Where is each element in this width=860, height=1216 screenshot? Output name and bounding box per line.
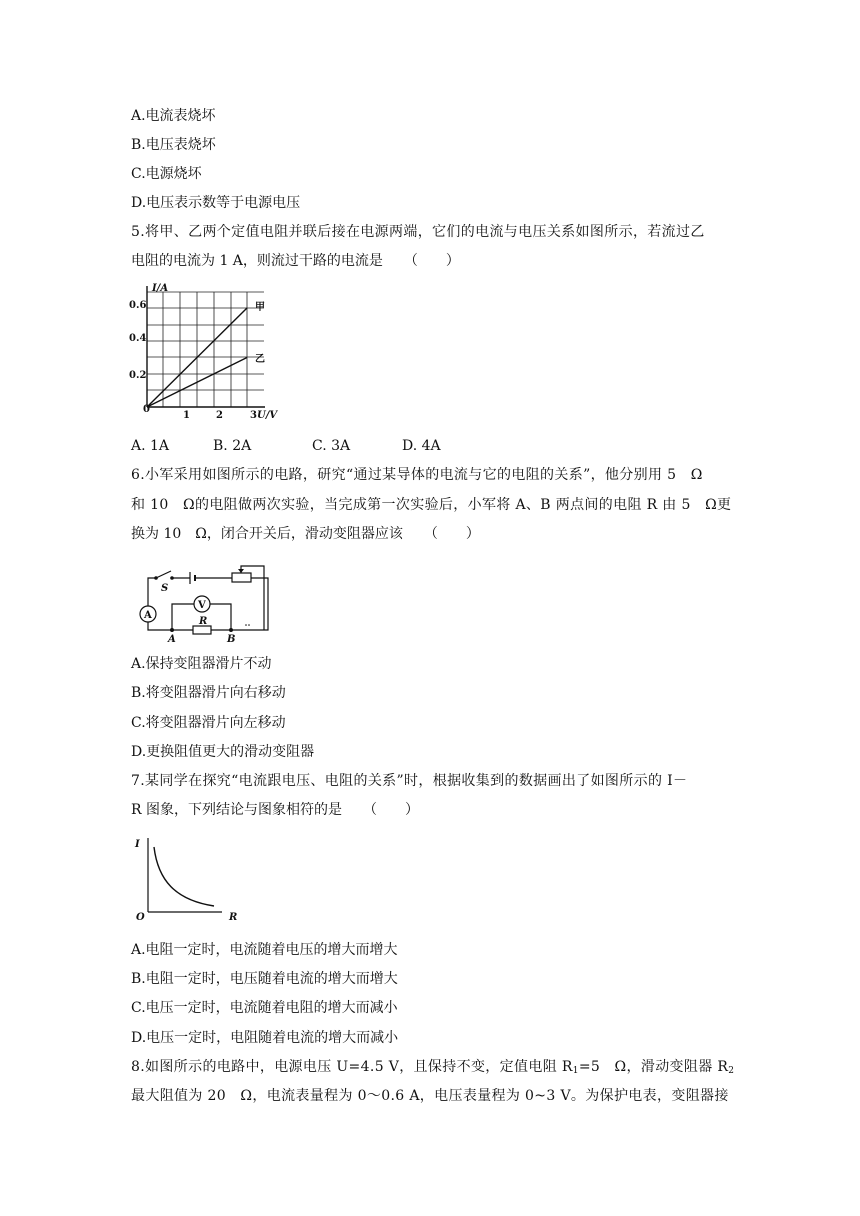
q7-stem-line1: 7.某同学在探究“电流跟电压、电阻的关系”时，根据收集到的数据画出了如图所示的 I－ [131, 773, 688, 789]
x-tick-label: 2 [216, 410, 223, 421]
origin-label: 0 [143, 404, 150, 415]
point-b-label: B [227, 634, 236, 645]
q5-stem-line1: 5.将甲、乙两个定值电阻并联后接在电源两端，它们的电流与电压关系如图所示，若流过乙 [131, 224, 705, 240]
q4-option-a: A.电流表烧坏 [131, 108, 216, 124]
switch-label: S [161, 583, 169, 594]
q6-circuit-diagram [132, 558, 272, 648]
y-tick-label: 0.4 [129, 333, 147, 344]
q7-stem-line2: R 图象，下列结论与图象相符的是 （ ） [131, 802, 419, 818]
resistor-r [193, 626, 211, 634]
q5-option-a: A. 1A [131, 438, 170, 454]
q5-stem-line2: 电阻的电流为 1 A，则流过干路的电流是 （ ） [131, 253, 460, 269]
y-axis-label: I [135, 839, 140, 850]
q5-option-d: D. 4A [402, 438, 441, 454]
line-label-jia: 甲 [255, 302, 265, 313]
ammeter-label: A [144, 610, 152, 621]
point-a-label: A [168, 634, 176, 645]
rheostat [232, 573, 251, 582]
switch-blade [156, 571, 171, 578]
q6-option-b: B.将变阻器滑片向右移动 [131, 685, 286, 701]
q6-option-c: C.将变阻器滑片向左移动 [131, 715, 286, 731]
q5-iu-graph [128, 280, 278, 422]
q4-option-d: D.电压表示数等于电源电压 [131, 195, 301, 211]
y-axis-label: I/A [152, 283, 169, 294]
ir-curve [154, 847, 214, 906]
x-tick-label: 1 [183, 410, 190, 421]
x-tick-label: 3 [250, 410, 257, 421]
resistor-label: R [199, 616, 208, 627]
q6-stem-line2: 和 10 Ω的电阻做两次实验，当完成第一次实验后，小军将 A、B 两点间的电阻 R 由 5 Ω更 [131, 497, 732, 513]
x-axis-label: R [229, 912, 238, 923]
q7-option-b: B.电阻一定时，电压随着电流的增大而增大 [131, 971, 398, 987]
q4-option-c: C.电源烧坏 [131, 166, 202, 182]
q5-option-c: C. 3A [312, 438, 351, 454]
q7-option-a: A.电阻一定时，电流随着电压的增大而增大 [131, 942, 398, 958]
q6-stem-line1: 6.小军采用如图所示的电路，研究“通过某导体的电流与它的电阻的关系”，他分别用 5 Ω [131, 467, 703, 483]
q6-option-a: A.保持变阻器滑片不动 [131, 656, 272, 672]
voltmeter-label: V [198, 600, 206, 611]
q8-stem-line2: 最大阻值为 20 Ω，电流表量程为 0～0.6 A，电压表量程为 0~3 V。为保护电表，变阻器接 [131, 1088, 729, 1104]
q5-option-b: B. 2A [213, 438, 252, 454]
x-axis-label: U/V [257, 410, 278, 421]
q6-stem-line3: 换为 10 Ω，闭合开关后，滑动变阻器应该 （ ） [131, 526, 480, 542]
q8-stem-line1: 8.如图所示的电路中，电源电压 U=4.5 V，且保持不变，定值电阻 $R_1=5$ Ω，滑动变阻器 $R_2$ [131, 1059, 735, 1076]
y-tick-label: 0.6 [129, 300, 147, 311]
q4-option-b: B.电压表烧坏 [131, 137, 216, 153]
q7-ir-graph [130, 830, 242, 924]
origin-label: O [136, 912, 145, 923]
q7-option-d: D.电压一定时，电阻随着电流的增大而减小 [131, 1030, 399, 1046]
line-label-yi: 乙 [255, 354, 265, 365]
y-tick-label: 0.2 [129, 370, 147, 381]
q6-option-d: D.更换阻值更大的滑动变阻器 [131, 744, 315, 760]
rheostat-slider-wire [241, 566, 264, 630]
q7-option-c: C.电压一定时，电流随着电阻的增大而减小 [131, 1000, 398, 1016]
